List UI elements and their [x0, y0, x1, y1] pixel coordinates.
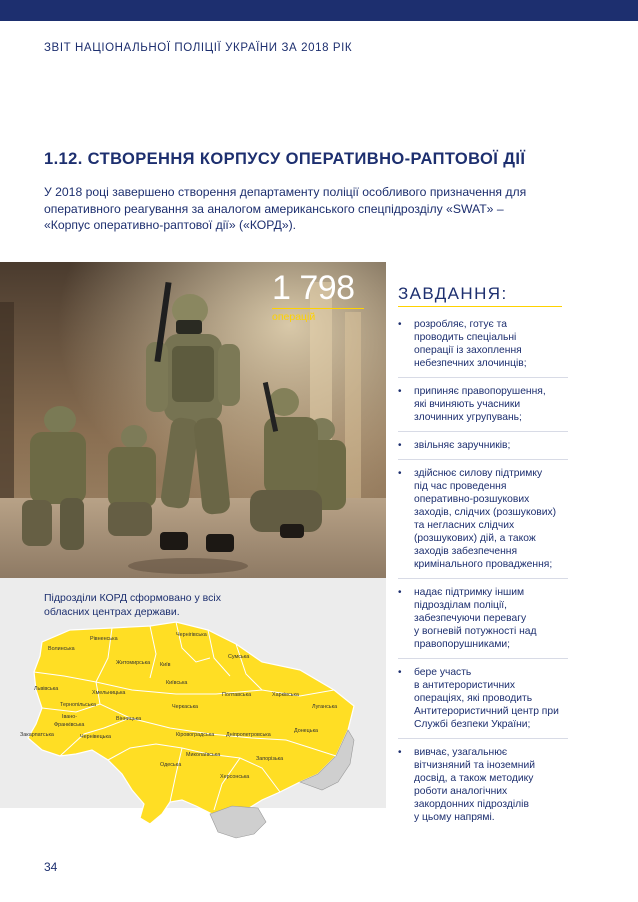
- task-line: у вогневій потужності над: [414, 626, 537, 637]
- map-region-label: Херсонська: [220, 774, 250, 780]
- map-region-label: Одеська: [160, 762, 182, 768]
- map-region-label: Луганська: [312, 704, 338, 710]
- task-line: підрозділам поліції,: [414, 600, 507, 611]
- map-region-label: Полтавська: [222, 692, 252, 698]
- task-line: злочинних угрупувань;: [414, 412, 522, 423]
- bullet-icon: •: [398, 747, 402, 758]
- task-line: Службі безпеки України;: [414, 719, 531, 730]
- task-line: вітчизняний та іноземний: [414, 760, 535, 771]
- task-line: припиняє правопорушення,: [414, 386, 546, 397]
- map-region-label: Закарпатська: [20, 732, 54, 738]
- tasks-list: [398, 318, 568, 837]
- tasks-title-underline: [398, 306, 562, 307]
- map-region-label: Київ: [160, 662, 171, 668]
- stat-divider: [272, 308, 364, 309]
- page-number: 34: [44, 860, 58, 874]
- map-region-label: Тернопільська: [60, 702, 97, 708]
- task-separator: [398, 658, 568, 659]
- task-separator: [398, 578, 568, 579]
- task-item: [398, 318, 568, 370]
- task-separator: [398, 431, 568, 432]
- map-region-label: Запорізька: [256, 756, 284, 762]
- task-line: заходів, слідчих (розшукових): [414, 507, 557, 518]
- task-line: забезпечуючи перевагу: [414, 613, 527, 624]
- map-region-label: Рівненська: [90, 636, 118, 642]
- map-region-label: Волинська: [48, 646, 75, 652]
- intro-line: «Корпус оперативно-раптової дії» («КОРД»).: [44, 218, 297, 232]
- map-region-label: Житомирська: [116, 660, 151, 666]
- map-region-label: Франківська: [54, 722, 85, 728]
- task-line: небезпечних злочинців;: [414, 358, 527, 369]
- map-region-label: Львівська: [34, 686, 59, 692]
- map-region-label: Черкаська: [172, 704, 199, 710]
- task-line: в антитерористичних: [414, 680, 516, 691]
- map-region-label: Київська: [166, 680, 188, 686]
- map-region-label: Харківська: [272, 692, 299, 698]
- bullet-icon: •: [398, 319, 402, 330]
- task-item: [398, 439, 568, 452]
- task-line: проводить спеціальні: [414, 332, 517, 343]
- task-line: здійснює силову підтримку: [414, 468, 543, 479]
- tasks-title: ЗАВДАННЯ:: [398, 284, 508, 303]
- task-line: під час проведення: [414, 481, 507, 492]
- task-line: бере участь: [414, 667, 472, 678]
- task-line: які вчиняють учасники: [414, 399, 521, 410]
- task-line: операціях, які проводить: [414, 693, 533, 704]
- bullet-icon: •: [398, 667, 402, 678]
- bullet-icon: •: [398, 386, 402, 397]
- task-line: заходів забезпечення: [414, 546, 518, 557]
- task-line: роботи аналогічних: [414, 786, 508, 797]
- task-line: звільняє заручників;: [414, 440, 511, 451]
- operations-stat: [272, 270, 364, 323]
- bullet-icon: •: [398, 468, 402, 479]
- task-line: правопорушниками;: [414, 639, 511, 650]
- map-note-line: Підрозділи КОРД сформовано у всіх: [44, 592, 221, 604]
- task-line: та негласних слідчих: [414, 520, 515, 531]
- map-region-label: Сумська: [228, 654, 250, 660]
- task-line: надає підтримку іншим: [414, 587, 525, 598]
- task-line: (розшукових) дій, а також: [414, 533, 536, 544]
- map-note: [44, 592, 224, 619]
- bullet-icon: •: [398, 440, 402, 451]
- task-line: у цьому напрямі.: [414, 812, 495, 823]
- task-separator: [398, 738, 568, 739]
- task-line: Антитерористичний центр при: [414, 706, 559, 717]
- task-line: вивчає, узагальнює: [414, 747, 508, 758]
- map-region-label: Чернігівська: [176, 632, 207, 638]
- bullet-icon: •: [398, 587, 402, 598]
- map-region-label: Чернівецька: [80, 734, 111, 740]
- task-item: [398, 385, 568, 424]
- task-item: [398, 586, 568, 651]
- task-item: [398, 666, 568, 731]
- report-header: ЗВІТ НАЦІОНАЛЬНОЇ ПОЛІЦІЇ УКРАЇНИ ЗА 2018 РІК: [44, 42, 353, 54]
- task-item: [398, 746, 568, 824]
- section-title: 1.12. СТВОРЕННЯ КОРПУСУ ОПЕРАТИВНО-РАПТОВОЇ ДІЇ: [44, 150, 526, 168]
- section-intro: [44, 184, 594, 234]
- map-region-label: Миколаївська: [186, 752, 221, 758]
- task-line: кримінального провадження;: [414, 559, 553, 570]
- operations-caption: операцій: [272, 311, 316, 323]
- task-line: розробляє, готує та: [414, 319, 507, 330]
- map-region-label: Івано-: [62, 714, 78, 720]
- task-line: операції із захоплення: [414, 345, 522, 356]
- task-line: досвід, а також методику: [414, 773, 534, 784]
- intro-line: У 2018 році завершено створення департаменту поліції особливого призначення для: [44, 185, 527, 199]
- task-line: закордонних підрозділів: [414, 799, 529, 810]
- task-line: оперативно-розшукових: [414, 494, 530, 505]
- task-separator: [398, 459, 568, 460]
- map-region-label: Дніпропетровська: [226, 732, 271, 738]
- map-region-label: Вінницька: [116, 716, 142, 722]
- intro-line: оперативного реагування за аналогом американського спецпідрозділу «SWAT» –: [44, 201, 504, 216]
- map-region-label: Кіровоградська: [176, 732, 215, 738]
- task-separator: [398, 377, 568, 378]
- operations-count: 1 798: [272, 269, 355, 307]
- task-item: [398, 467, 568, 571]
- map-region-label: Хмельницька: [92, 690, 126, 696]
- map-note-line: обласних центрах держави.: [44, 605, 180, 618]
- top-bar: [0, 0, 638, 21]
- map-region-label: Донецька: [294, 728, 319, 734]
